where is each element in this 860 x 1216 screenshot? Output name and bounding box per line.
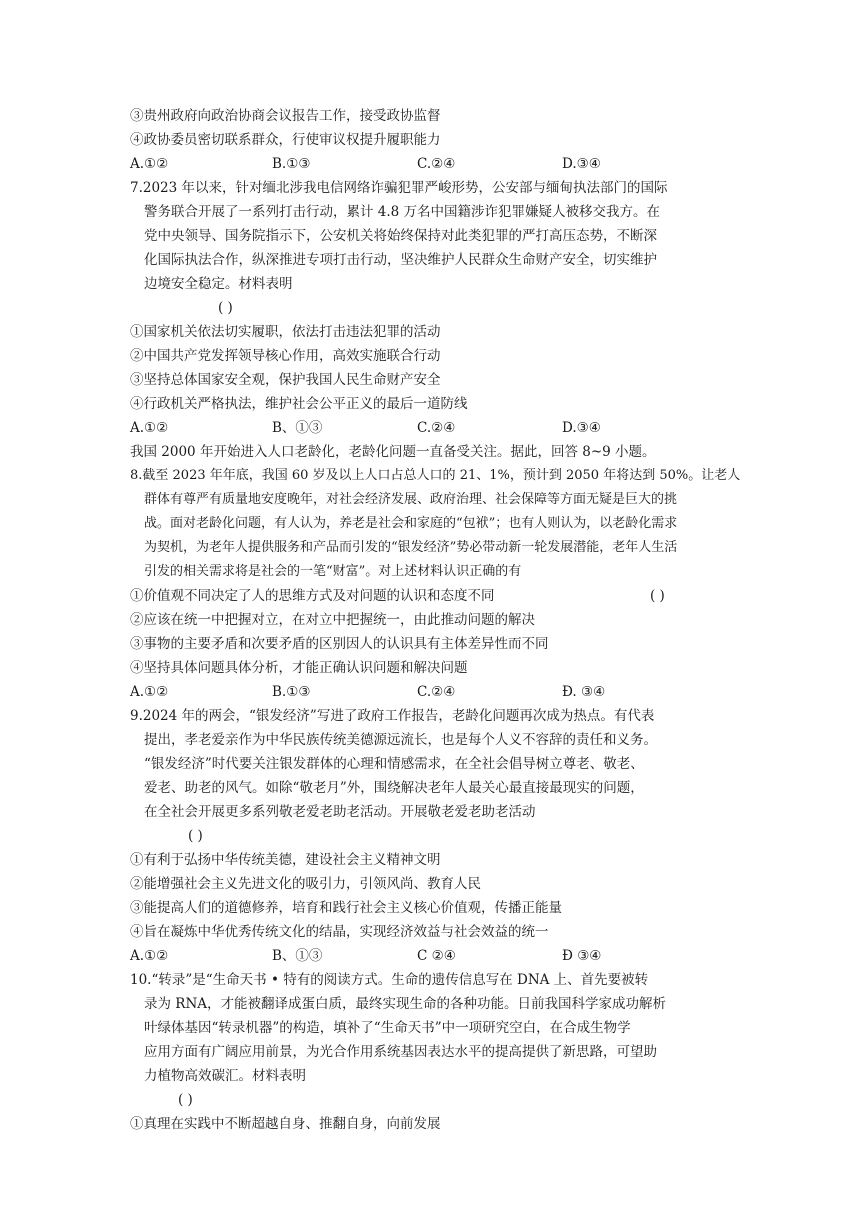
q9-stem-line-2: 提出，孝老爱亲作为中华民族传统美德源远流长，也是每个人义不容辞的责任和义务。 (144, 732, 657, 748)
q8-option-c: C.②④ (417, 684, 456, 700)
q9-statement-3: ③能提高人们的道德修养，培育和践行社会主义核心价值观，传播正能量 (130, 900, 562, 916)
q9-option-b: B、①③ (272, 948, 323, 964)
q7-statement-2: ②中国共产党发挥领导核心作用，高效实施联合行动 (130, 348, 441, 364)
q9-stem-line-1: 9.2024 年的两会，“银发经济”写进了政府工作报告，老龄化问题再次成为热点。有代表 (130, 708, 655, 724)
q6-option-c: C.②④ (417, 156, 456, 172)
q7-stem-line-5: 边境安全稳定。材料表明 (144, 276, 293, 292)
q10-stem-line-1: 10.“转录”是“生命天书 • 特有的阅读方式。生命的遗传信息写在 DNA 上、首先要被转 (130, 972, 649, 988)
q6-statement-3: ③贵州政府向政治协商会议报告工作，接受政协监督 (130, 108, 441, 124)
q9-stem-line-5: 在全社会开展更多系列敬老爱老助老活动。开展敬老爱老助老活动 (144, 804, 536, 820)
q9-option-d: Đ ③④ (562, 948, 602, 964)
q6-option-d: D.③④ (562, 156, 601, 172)
q7-statement-4: ④行政机关严格执法，维护社会公平正义的最后一道防线 (130, 396, 468, 412)
q9-stem-line-4: 爱老、助老的风气。如除“敬老月”外，围绕解决老年人最关心最直接最现实的问题， (144, 780, 644, 796)
q7-statement-3: ③坚持总体国家安全观，保护我国人民生命财产安全 (130, 372, 441, 388)
q8-stem-line-2: 群体有尊严有质量地安度晚年，对社会经济发展、政府治理、社会保障等方面无疑是巨大的挑 (144, 492, 678, 507)
q8-option-d: Đ. ③④ (562, 684, 606, 700)
q9-stem-line-3: “银发经济”时代要关注银发群体的心理和情感需求，在全社会倡导树立尊老、敬老、 (144, 756, 644, 772)
q8-statement-2: ②应该在统一中把握对立，在对立中把握统一，由此推动问题的解决 (130, 612, 535, 628)
q10-answer-blank: ( ) (178, 1092, 193, 1108)
q8-stem-line-5: 引发的相关需求将是社会的一笔“财富”。对上述材料认识正确的有 (144, 564, 522, 579)
q10-stem-line-5: 力植物高效碳汇。材料表明 (144, 1068, 306, 1084)
q8-statement-1: ①价值观不同决定了人的思维方式及对问题的认识和态度不同 (130, 588, 495, 604)
q8-stem-line-1: 8.截至 2023 年年底，我国 60 岁及以上人口占总人口的 21、1%，预计到 2050 年将达到 50%。让老人 (130, 468, 741, 483)
q10-statement-1: ①真理在实践中不断超越自身、推翻自身，向前发展 (130, 1116, 441, 1132)
q6-option-b: B.①③ (272, 156, 311, 172)
q6-option-a: A.①② (130, 156, 169, 172)
q8-option-a: A.①② (130, 684, 169, 700)
q8-stem-line-3: 战。面对老龄化问题，有人认为，养老是社会和家庭的“包袱”；也有人则认为，以老龄化需求 (144, 516, 678, 531)
q7-stem-line-1: 7.2023 年以来，针对缅北涉我电信网络诈骗犯罪严峻形势，公安部与缅甸执法部门的国际 (130, 180, 668, 196)
q6-statement-4: ④政协委员密切联系群众，行使审议权提升履职能力 (130, 132, 441, 148)
q8-statement-3: ③事物的主要矛盾和次要矛盾的区别因人的认识具有主体差异性而不同 (130, 636, 549, 652)
q8-option-b: B.①③ (272, 684, 311, 700)
q10-stem-line-3: 叶绿体基因“转录机器”的构造，填补了“生命天书”中一项研究空白，在合成生物学 (144, 1020, 631, 1036)
q10-stem-line-2: 录为 RNA，才能被翻译成蛋白质，最终实现生命的各种功能。日前我国科学家成功解析 (144, 996, 667, 1012)
q9-statement-4: ④旨在凝炼中华优秀传统文化的结晶，实现经济效益与社会效益的统一 (130, 924, 549, 940)
q7-stem-line-3: 党中央领导、国务院指示下，公安机关将始终保持对此类犯罪的严打高压态势，不断深 (144, 228, 657, 244)
q7-stem-line-4: 化国际执法合作，纵深推进专项打击行动，坚决维护人民群众生命财产安全，切实维护 (144, 252, 657, 268)
q8-statement-4: ④坚持具体问题具体分析，才能正确认识问题和解决问题 (130, 660, 468, 676)
q9-statement-1: ①有利于弘扬中华传统美德，建设社会主义精神文明 (130, 852, 441, 868)
q7-option-b: B、①③ (272, 420, 323, 436)
q7-option-a: A.①② (130, 420, 169, 436)
q9-option-c: C ②④ (417, 948, 456, 964)
q8-answer-blank: ( ) (650, 588, 665, 604)
q8-stem-line-4: 为契机，为老年人提供服务和产品而引发的“银发经济”势必带动新一轮发展潜能，老年人生活 (144, 540, 678, 555)
q10-stem-line-4: 应用方面有广阔应用前景，为光合作用系统基因表达水平的提高提供了新思路，可望助 (144, 1044, 657, 1060)
q9-answer-blank: ( ) (188, 828, 203, 844)
q7-option-d: D.③④ (562, 420, 601, 436)
q9-statement-2: ②能增强社会主义先进文化的吸引力，引领风尚、教育人民 (130, 876, 481, 892)
q9-option-a: A.①② (130, 948, 169, 964)
q7-statement-1: ①国家机关依法切实履职，依法打击违法犯罪的活动 (130, 324, 441, 340)
q7-answer-blank: ( ) (218, 300, 233, 316)
q7-stem-line-2: 警务联合开展了一系列打击行动，累计 4.8 万名中国籍涉诈犯罪嫌疑人被移交我方。在 (144, 204, 661, 220)
intro-questions-8-9: 我国 2000 年开始进入人口老龄化，老龄化问题一直备受关注。据此，回答 8~9 小题。 (130, 444, 656, 460)
q7-option-c: C.②④ (417, 420, 456, 436)
